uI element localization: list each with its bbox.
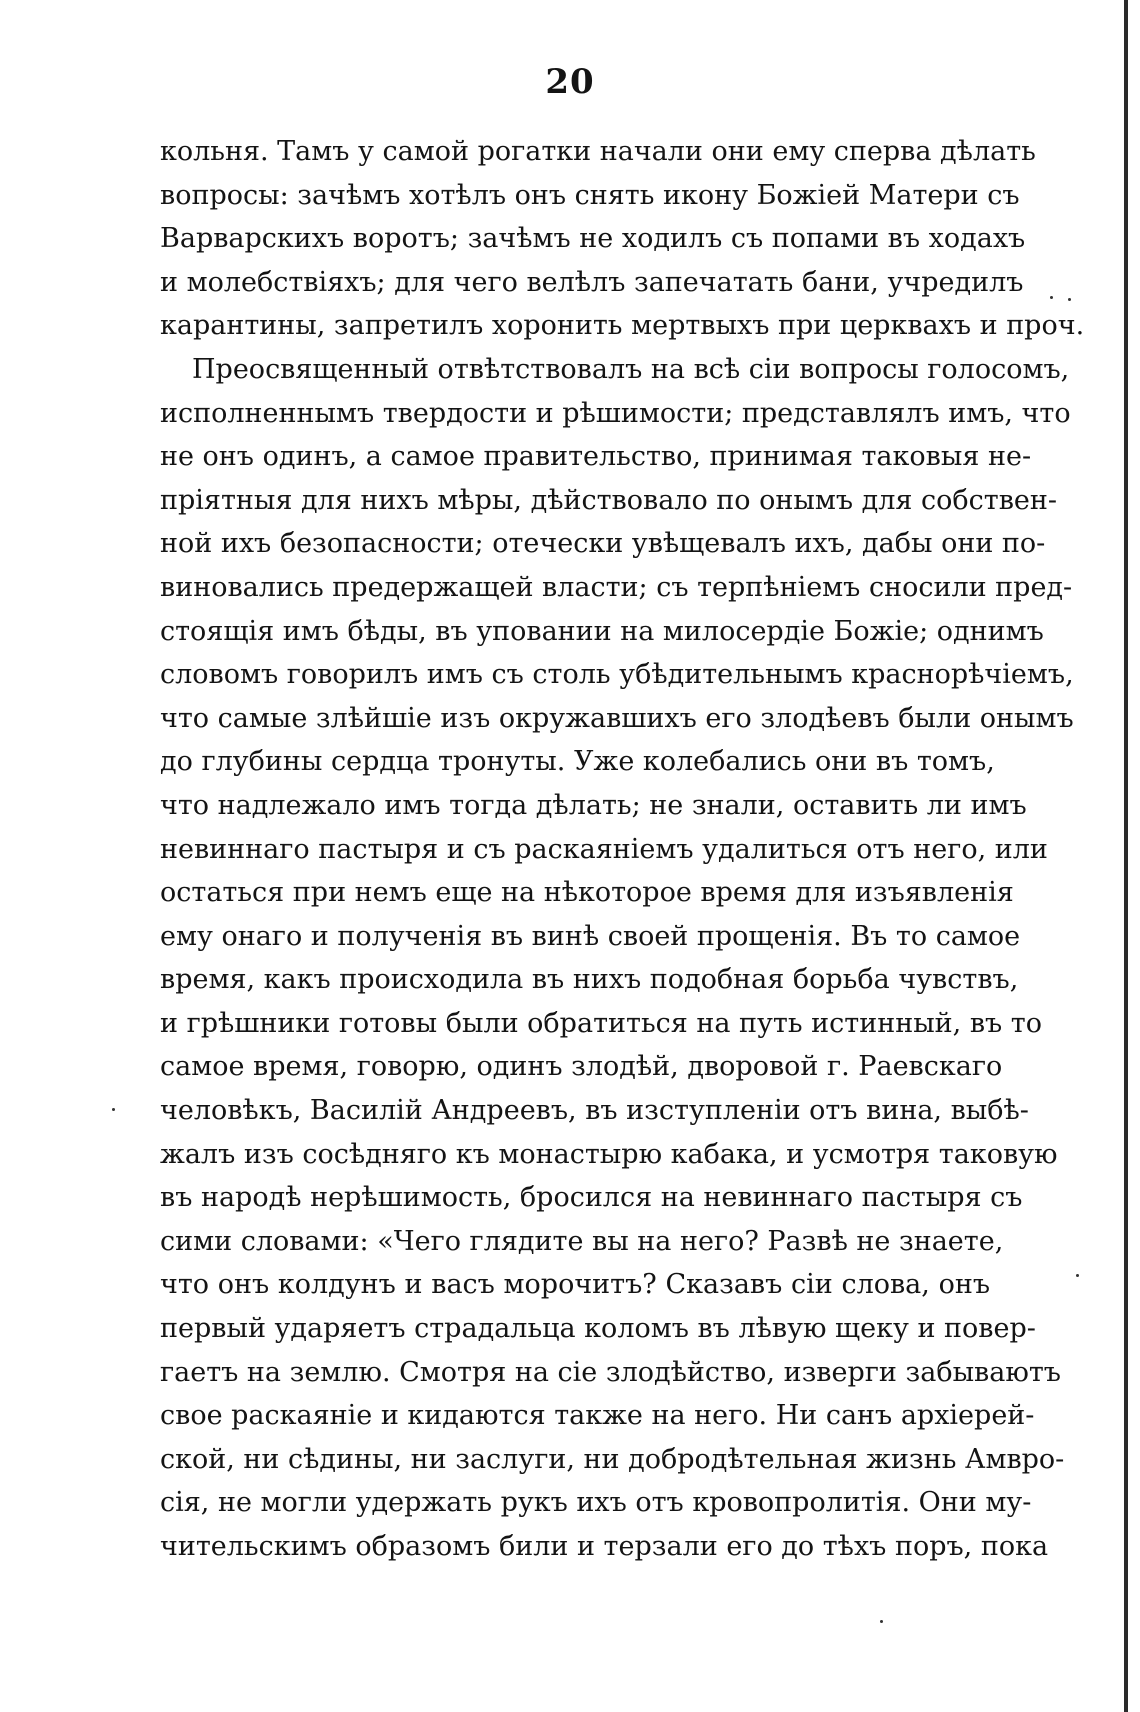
text-line: гаетъ на землю. Смотря на сiе злодѣйство, изверги забываютъ [160,1356,1061,1388]
text-line: свое раскаянiе и кидаются также на него. Ни санъ архiерей- [160,1400,1035,1432]
text-line: вопросы: зачѣмъ хотѣлъ онъ снять икону Божiей Матери съ [160,179,1020,211]
text-line: самое время, говорю, одинъ злодѣй, дворовой г. Раевскаго [160,1051,1003,1083]
text-line: исполненнымъ твердости и рѣшимости; представлялъ имъ, что [160,397,1071,429]
scan-speck [1068,298,1071,301]
text-line: не онъ одинъ, а самое правительство, принимая таковыя не- [160,441,1032,473]
text-line: и молебствiяхъ; для чего велѣлъ запечатать бани, учредилъ [160,266,1024,298]
text-line: ской, ни сѣдины, ни заслуги, ни добродѣтельная жизнь Амвро- [160,1443,1065,1475]
text-line: что самые злѣйшiе изъ окружавшихъ его злодѣевъ были онымъ [160,702,1074,734]
text-line: Варварскихъ воротъ; зачѣмъ не ходилъ съ попами въ ходахъ [160,223,1026,255]
text-line: первый ударяетъ страдальца коломъ въ лѣвую щеку и повер- [160,1313,1036,1345]
text-line: карантины, запретилъ хоронить мертвыхъ при церквахъ и проч. [160,310,1085,342]
text-line: стоящiя имъ бѣды, въ уповании на милосердiе Божiе; однимъ [160,615,1044,647]
text-line: и грѣшники готовы были обратиться на путь истинный, въ то [160,1007,1042,1039]
text-line: Преосвященный отвѣтствовалъ на всѣ сiи вопросы голосомъ, [192,353,1070,385]
text-line: ему онаго и полученiя въ винѣ своей прощенiя. Въ то самое [160,920,1021,952]
text-line: кольня. Тамъ у самой рогатки начали они ему сперва дѣлать [160,136,1036,167]
text-line: ной ихъ безопасности; отечески увѣщевалъ ихъ, дабы они по- [160,528,1046,560]
text-line: человѣкъ, Василiй Андреевъ, въ изступленiи отъ вина, выбѣ- [160,1095,1029,1127]
text-line: невиннаго пастыря и съ раскаянiемъ удалиться отъ него, или [160,833,1048,865]
scan-speck [112,1108,115,1111]
text-line: время, какъ происходила въ нихъ подобная борьба чувствъ, [160,964,1019,996]
text-line: сими словами: «Чего глядите вы на него? Развѣ не знаете, [160,1225,1004,1257]
text-line: жалъ изъ сосѣдняго къ монастырю кабака, и усмотря таковую [160,1138,1058,1170]
text-line: до глубины сердца тронуты. Уже колебались они въ томъ, [160,746,995,778]
text-line: чительскимъ образомъ били и терзали его до тѣхъ поръ, пока [160,1531,1049,1562]
text-line: виновались предержащей власти; съ терпѣнiемъ сносили пред- [160,571,1073,603]
text-line: что онъ колдунъ и васъ морочитъ? Сказавъ сiи слова, онъ [160,1269,990,1301]
text-line: въ народѣ нерѣшимость, бросился на невиннаго пастыря съ [160,1182,1023,1214]
scan-speck [880,1620,883,1623]
text-line: словомъ говорилъ имъ съ столь убѣдительнымъ краснорѣчiемъ, [160,659,1074,691]
text-line: сiя, не могли удержать рукъ ихъ отъ кровопролитiя. Они му- [160,1487,1032,1519]
text-line: остаться при немъ еще на нѣкоторое время для изъявленiя [160,877,1014,909]
body-text [160,130,1085,1569]
scan-speck [1076,1274,1079,1277]
scan-edge [1124,0,1128,1712]
scan-speck [1050,296,1053,299]
page-number: 20 [545,62,595,102]
text-line: что надлежало имъ тогда дѣлать; не знали, оставить ли имъ [160,789,1027,821]
text-line: прiятныя для нихъ мѣры, дѣйствовало по онымъ для собствен- [160,484,1057,516]
